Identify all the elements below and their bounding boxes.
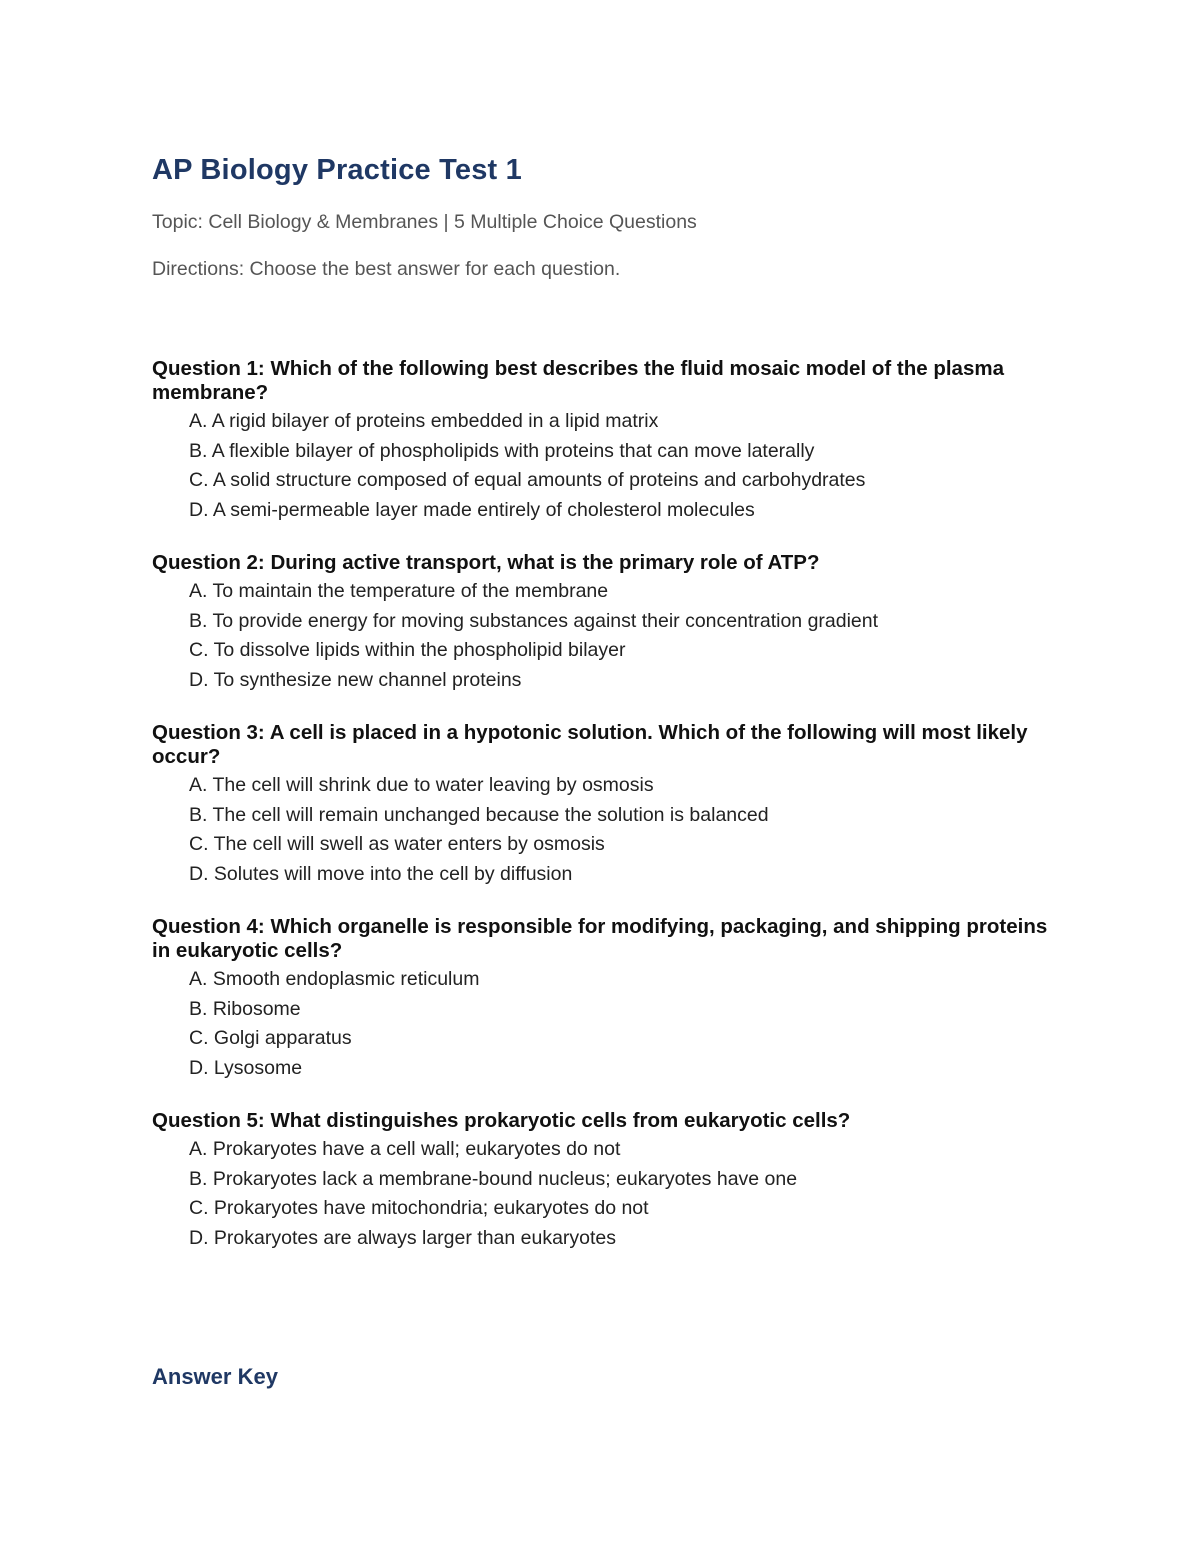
option-c: C. The cell will swell as water enters by osmosis [189, 833, 605, 855]
document-title: AP Biology Practice Test 1 [152, 154, 522, 186]
option-d: D. To synthesize new channel proteins [189, 668, 522, 691]
option-c: C. Golgi apparatus [189, 1027, 352, 1049]
question-5 [152, 1109, 1052, 1253]
option-c: C. To dissolve lipids within the phospholipid bilayer [189, 639, 626, 661]
option-c: C. A solid structure composed of equal amounts of proteins and carbohydrates [189, 469, 866, 491]
option-b: B. A flexible bilayer of phospholipids with proteins that can move laterally [189, 439, 815, 462]
option-a: A. Prokaryotes have a cell wall; eukaryotes do not [189, 1138, 621, 1160]
option-d: D. A semi-permeable layer made entirely of cholesterol molecules [189, 498, 755, 521]
option-b: B. To provide energy for moving substances against their concentration gradient [189, 609, 879, 632]
directions-line: Directions: Choose the best answer for each question. [152, 258, 621, 280]
question-3 [152, 721, 1052, 889]
answer-options [152, 965, 1052, 1083]
option-d: D. Solutes will move into the cell by diffusion [189, 862, 573, 885]
option-d: D. Lysosome [189, 1056, 303, 1079]
answer-options [152, 407, 1052, 525]
option-d: D. Prokaryotes are always larger than eukaryotes [189, 1226, 617, 1249]
question-4 [152, 915, 1052, 1083]
answer-key-heading: Answer Key [152, 1364, 278, 1389]
option-a: A. Smooth endoplasmic reticulum [189, 968, 480, 990]
option-b: B. The cell will remain unchanged because the solution is balanced [189, 803, 769, 826]
answer-options [152, 577, 1052, 695]
option-b: B. Ribosome [189, 997, 301, 1020]
question-1 [152, 357, 1052, 525]
answer-options [152, 771, 1052, 889]
question-2 [152, 551, 1052, 695]
option-b: B. Prokaryotes lack a membrane-bound nucleus; eukaryotes have one [189, 1167, 798, 1190]
question-list [152, 357, 1052, 1279]
option-a: A. A rigid bilayer of proteins embedded in a lipid matrix [189, 410, 659, 432]
question-text: Question 3: A cell is placed in a hypotonic solution. Which of the following will most likely occur? [152, 721, 1028, 768]
option-a: A. To maintain the temperature of the membrane [189, 580, 609, 602]
question-text: Question 2: During active transport, what is the primary role of ATP? [152, 551, 820, 574]
question-text: Question 4: Which organelle is responsible for modifying, packaging, and shipping proteins in eukaryotic cells? [152, 915, 1048, 962]
topic-line: Topic: Cell Biology & Membranes | 5 Multiple Choice Questions [152, 211, 697, 233]
option-c: C. Prokaryotes have mitochondria; eukaryotes do not [189, 1197, 649, 1219]
question-text: Question 1: Which of the following best describes the fluid mosaic model of the plasma membrane? [152, 357, 1004, 404]
answer-options [152, 1135, 1052, 1253]
question-text: Question 5: What distinguishes prokaryotic cells from eukaryotic cells? [152, 1109, 851, 1132]
option-a: A. The cell will shrink due to water leaving by osmosis [189, 774, 654, 796]
